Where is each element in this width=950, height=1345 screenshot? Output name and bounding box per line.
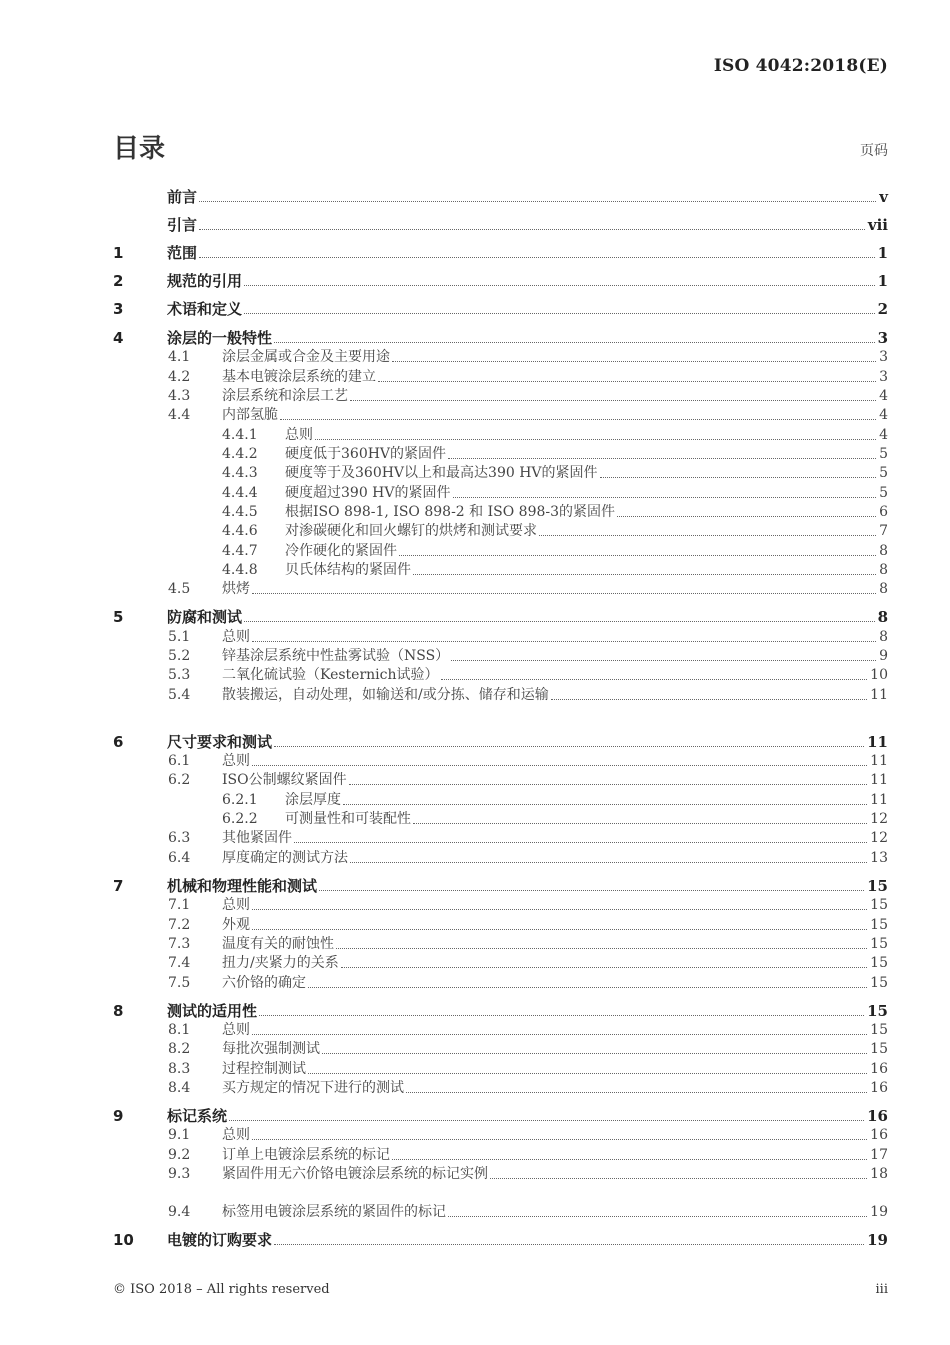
toc-entry[interactable] — [113, 298, 888, 318]
toc-entry-label: 涂层的一般特性 — [167, 329, 273, 347]
toc-entry-number: 9.4 — [168, 1204, 191, 1220]
dot-leader — [199, 257, 875, 258]
toc-entry-number: 5.4 — [168, 687, 191, 703]
toc-entry-number: 7.3 — [168, 936, 191, 952]
toc-entry-page: 15 — [870, 917, 888, 933]
toc-entry-page: 4 — [879, 407, 888, 423]
toc-entry-page: 4 — [879, 427, 888, 443]
toc-entry-page: 1 — [877, 244, 888, 262]
toc-entry-number: 5 — [113, 608, 124, 626]
toc-entry-number: 7.1 — [168, 897, 191, 913]
toc-entry-number: 4.2 — [168, 369, 191, 385]
toc-entry-label: 总则 — [222, 1127, 250, 1143]
toc-entry-page: 17 — [870, 1147, 888, 1163]
toc-entry-label: 内部氢脆 — [222, 407, 278, 423]
dot-leader — [336, 948, 867, 949]
toc-entry-label: 对渗碳硬化和回火螺钉的烘烤和测试要求 — [285, 523, 537, 539]
toc-entry-page: 13 — [870, 850, 888, 866]
toc-entry-number: 4.4 — [168, 407, 191, 423]
dot-leader — [308, 987, 867, 988]
toc-entry-page: 15 — [867, 877, 888, 895]
toc-entry-label: 涂层厚度 — [285, 792, 341, 808]
toc-entry-page: 8 — [879, 629, 888, 645]
dot-leader — [539, 535, 876, 536]
toc-entry[interactable] — [113, 626, 888, 646]
toc-entry-number: 6.4 — [168, 850, 191, 866]
toc-entry-page: 15 — [867, 1002, 888, 1020]
toc-entry-page: 5 — [879, 446, 888, 462]
toc-entry-page: 16 — [870, 1061, 888, 1077]
copyright-notice: © ISO 2018 – All rights reserved — [113, 1282, 330, 1297]
toc-entry[interactable] — [113, 1058, 888, 1078]
toc-entry-number: 8 — [113, 1002, 124, 1020]
toc-entry-page: 12 — [870, 811, 888, 827]
toc-entry[interactable] — [113, 1000, 888, 1020]
dot-leader — [392, 1159, 867, 1160]
toc-entry-page: 4 — [879, 388, 888, 404]
dot-leader — [252, 1034, 867, 1035]
toc-entry[interactable] — [113, 875, 888, 895]
toc-entry-label: 规范的引用 — [167, 272, 243, 290]
toc-entry[interactable] — [113, 366, 888, 386]
toc-entry[interactable] — [113, 847, 888, 867]
toc-entry-number: 6.2 — [168, 772, 191, 788]
toc-entry-label: 引言 — [167, 216, 198, 234]
toc-entry[interactable] — [113, 1229, 888, 1249]
dot-leader — [244, 621, 875, 622]
toc-title: 目录 — [113, 134, 166, 164]
toc-entry[interactable] — [113, 559, 888, 579]
toc-entry[interactable] — [113, 462, 888, 482]
toc-entry-label: 贝氏体结构的紧固件 — [285, 562, 411, 578]
toc-entry-label: 硬度超过390 HV的紧固件 — [285, 485, 451, 501]
toc-entry-page: 19 — [870, 1204, 888, 1220]
toc-entry[interactable] — [113, 443, 888, 463]
dot-leader — [441, 679, 868, 680]
toc-entry-page: 11 — [870, 772, 888, 788]
toc-entry-number: 4.4.6 — [222, 523, 258, 539]
dot-leader — [252, 1139, 867, 1140]
toc-entry-page: 8 — [877, 608, 888, 626]
toc-entry-number: 4.4.8 — [222, 562, 258, 578]
dot-leader — [252, 765, 867, 766]
toc-entry-label: 其他紧固件 — [222, 830, 292, 846]
toc-entry-number: 4.5 — [168, 581, 191, 597]
toc-entry-page: 15 — [870, 1022, 888, 1038]
toc-entry[interactable] — [113, 520, 888, 540]
toc-entry[interactable] — [113, 1019, 888, 1039]
toc-entry[interactable] — [113, 914, 888, 934]
toc-entry-page: 10 — [870, 667, 888, 683]
toc-entry[interactable] — [113, 952, 888, 972]
toc-entry[interactable] — [113, 1077, 888, 1097]
dot-leader — [399, 555, 876, 556]
toc-entry-number: 9.2 — [168, 1147, 191, 1163]
dot-leader — [350, 400, 876, 401]
toc-entry-page: 3 — [877, 329, 888, 347]
dot-leader — [274, 342, 875, 343]
toc-entry-number: 7.4 — [168, 955, 191, 971]
toc-entry-label: 涂层系统和涂层工艺 — [222, 388, 348, 404]
toc-entry[interactable] — [113, 808, 888, 828]
dot-leader — [280, 419, 876, 420]
toc-entry-number: 6.2.2 — [222, 811, 258, 827]
toc-entry[interactable] — [113, 1201, 888, 1221]
toc-entry-number: 8.4 — [168, 1080, 191, 1096]
toc-entry-label: 外观 — [222, 917, 250, 933]
dot-leader — [244, 285, 875, 286]
toc-entry-number: 7.2 — [168, 917, 191, 933]
toc-entry-number: 9.3 — [168, 1166, 191, 1182]
toc-entry[interactable] — [113, 750, 888, 770]
page-column-label: 页码 — [860, 143, 888, 159]
dot-leader — [259, 1015, 864, 1016]
toc-entry-number: 4.4.4 — [222, 485, 258, 501]
toc-entry-number: 7 — [113, 877, 124, 895]
toc-entry-label: 根据ISO 898-1, ISO 898-2 和 ISO 898-3的紧固件 — [285, 504, 616, 520]
toc-entry[interactable] — [113, 385, 888, 405]
dot-leader — [274, 746, 864, 747]
toc-entry-label: 锌基涂层系统中性盐雾试验（NSS） — [222, 648, 450, 664]
toc-entry-number: 4.4.7 — [222, 543, 258, 559]
toc-entry-label: 总则 — [222, 753, 250, 769]
toc-entry-label: 总则 — [222, 897, 250, 913]
dot-leader — [244, 313, 875, 314]
toc-entry-page: 8 — [879, 543, 888, 559]
dot-leader — [315, 439, 876, 440]
toc-entry-label: 扭力/夹紧力的关系 — [222, 955, 339, 971]
toc-entry-number: 4.1 — [168, 349, 191, 365]
toc-entry-page: 3 — [879, 349, 888, 365]
dot-leader — [252, 593, 876, 594]
toc-entry-label: 烘烤 — [222, 581, 250, 597]
toc-entry-number: 4.3 — [168, 388, 191, 404]
toc-entry-label: 术语和定义 — [167, 300, 243, 318]
toc-entry-page: 8 — [879, 581, 888, 597]
dot-leader — [413, 574, 876, 575]
toc-entry-number: 5.3 — [168, 667, 191, 683]
toc-entry-page: 11 — [867, 733, 888, 751]
toc-entry-page: 8 — [879, 562, 888, 578]
dot-leader — [252, 909, 867, 910]
toc-entry-label: 买方规定的情况下进行的测试 — [222, 1080, 404, 1096]
toc-entry-label: 涂层金属或合金及主要用途 — [222, 349, 390, 365]
dot-leader — [551, 699, 867, 700]
toc-entry-label: 标签用电镀涂层系统的紧固件的标记 — [222, 1204, 446, 1220]
toc-entry-number: 8.3 — [168, 1061, 191, 1077]
toc-entry[interactable] — [113, 404, 888, 424]
dot-leader — [451, 660, 876, 661]
dot-leader — [199, 229, 865, 230]
toc-entry-page: 16 — [867, 1107, 888, 1125]
toc-entry-number: 5.2 — [168, 648, 191, 664]
toc-entry[interactable] — [113, 1124, 888, 1144]
dot-leader — [350, 862, 867, 863]
toc-entry[interactable] — [113, 664, 888, 684]
dot-leader — [199, 201, 876, 202]
toc-entry-page: vii — [867, 216, 888, 234]
toc-entry-page: 6 — [879, 504, 888, 520]
footer-page-number: iii — [875, 1282, 888, 1297]
dot-leader — [600, 477, 877, 478]
toc-entry[interactable] — [113, 894, 888, 914]
toc-entry-label: 可测量性和可装配性 — [285, 811, 411, 827]
toc-entry-label: 二氧化硫试验（Kesternich试验） — [222, 667, 439, 683]
toc-entry-label: 前言 — [167, 188, 198, 206]
toc-entry-label: 尺寸要求和测试 — [167, 733, 273, 751]
toc-entry-page: 16 — [870, 1127, 888, 1143]
dot-leader — [448, 1216, 867, 1217]
toc-entry-page: 15 — [870, 936, 888, 952]
toc-entry-label: 过程控制测试 — [222, 1061, 306, 1077]
toc-entry-label: 每批次强制测试 — [222, 1041, 320, 1057]
toc-entry-label: 订单上电镀涂层系统的标记 — [222, 1147, 390, 1163]
toc-entry-label: 温度有关的耐蚀性 — [222, 936, 334, 952]
toc-entry-label: 标记系统 — [167, 1107, 228, 1125]
toc-entry-number: 4 — [113, 329, 124, 347]
dot-leader — [319, 890, 864, 891]
toc-entry-number: 9 — [113, 1107, 124, 1125]
toc-entry-page: 3 — [879, 369, 888, 385]
toc-entry[interactable] — [113, 933, 888, 953]
toc-entry-page: 12 — [870, 830, 888, 846]
dot-leader — [378, 381, 876, 382]
toc-entry[interactable] — [113, 482, 888, 502]
toc-entry-number: 4.4.3 — [222, 465, 258, 481]
toc-entry-number: 6.3 — [168, 830, 191, 846]
toc-entry-label: 硬度低于360HV的紧固件 — [285, 446, 447, 462]
toc-entry-page: 5 — [879, 485, 888, 501]
toc-entry-page: 15 — [870, 955, 888, 971]
toc-entry-label: 防腐和测试 — [167, 608, 243, 626]
toc-entry[interactable] — [113, 346, 888, 366]
dot-leader — [453, 497, 877, 498]
dot-leader — [406, 1092, 867, 1093]
toc-entry-page: 2 — [877, 300, 888, 318]
toc-entry[interactable] — [113, 827, 888, 847]
toc-entry[interactable] — [113, 327, 888, 347]
toc-entry-number: 1 — [113, 244, 124, 262]
toc-entry-label: 总则 — [222, 1022, 250, 1038]
toc-entry-page: 1 — [877, 272, 888, 290]
toc-entry-page: 5 — [879, 465, 888, 481]
toc-entry-label: 机械和物理性能和测试 — [167, 877, 318, 895]
dot-leader — [413, 823, 867, 824]
dot-leader — [252, 641, 876, 642]
toc-entry-page: 15 — [870, 975, 888, 991]
toc-entry-page: 15 — [870, 1041, 888, 1057]
toc-entry[interactable] — [113, 731, 888, 751]
toc-entry[interactable] — [113, 769, 888, 789]
toc-entry[interactable] — [113, 578, 888, 598]
toc-entry-number: 8.1 — [168, 1022, 191, 1038]
toc-entry-page: 11 — [870, 753, 888, 769]
dot-leader — [490, 1178, 867, 1179]
toc-entry[interactable] — [113, 242, 888, 262]
toc-entry-label: 散装搬运，自动处理，如输送和/或分拣、储存和运输 — [222, 687, 549, 703]
dot-leader — [341, 967, 867, 968]
dot-leader — [343, 804, 867, 805]
toc-entry-label: ISO公制螺纹紧固件 — [222, 772, 347, 788]
toc-entry[interactable] — [113, 1144, 888, 1164]
dot-leader — [617, 516, 876, 517]
toc-entry-label: 测试的适用性 — [167, 1002, 258, 1020]
dot-leader — [448, 458, 876, 459]
dot-leader — [252, 929, 867, 930]
toc-entry-number: 10 — [113, 1231, 134, 1249]
toc-entry[interactable] — [113, 501, 888, 521]
toc-entry-label: 范围 — [167, 244, 198, 262]
toc-entry-label: 基本电镀涂层系统的建立 — [222, 369, 376, 385]
toc-entry-page: 9 — [879, 648, 888, 664]
dot-leader — [392, 361, 876, 362]
toc-entry-page: 7 — [879, 523, 888, 539]
toc-entry-label: 硬度等于及360HV以上和最高达390 HV的紧固件 — [285, 465, 598, 481]
toc-entry-number: 4.4.2 — [222, 446, 258, 462]
toc-entry[interactable] — [113, 789, 888, 809]
toc-entry-page: 19 — [867, 1231, 888, 1249]
toc-entry[interactable] — [113, 214, 888, 234]
toc-entry-label: 紧固件用无六价铬电镀涂层系统的标记实例 — [222, 1166, 488, 1182]
toc-entry[interactable] — [113, 645, 888, 665]
toc-entry-page: 15 — [870, 897, 888, 913]
toc-entry-number: 3 — [113, 300, 124, 318]
toc-entry[interactable] — [113, 1038, 888, 1058]
toc-entry[interactable] — [113, 684, 888, 704]
toc-entry[interactable] — [113, 1105, 888, 1125]
toc-entry-number: 8.2 — [168, 1041, 191, 1057]
toc-entry-number: 7.5 — [168, 975, 191, 991]
toc-entry-label: 电镀的订购要求 — [167, 1231, 273, 1249]
toc-entry-label: 总则 — [285, 427, 313, 443]
toc-entry-label: 六价铬的确定 — [222, 975, 306, 991]
toc-entry-number: 6 — [113, 733, 124, 751]
toc-entry[interactable] — [113, 270, 888, 290]
dot-leader — [349, 784, 868, 785]
dot-leader — [322, 1053, 867, 1054]
toc-entry-label: 总则 — [222, 629, 250, 645]
toc-entry-number: 4.4.1 — [222, 427, 258, 443]
dot-leader — [294, 842, 867, 843]
toc-entry-number: 6.2.1 — [222, 792, 258, 808]
toc-entry-label: 冷作硬化的紧固件 — [285, 543, 397, 559]
toc-entry-number: 5.1 — [168, 629, 191, 645]
toc-entry-label: 厚度确定的测试方法 — [222, 850, 348, 866]
toc-entry[interactable] — [113, 540, 888, 560]
dot-leader — [229, 1120, 864, 1121]
toc-entry[interactable] — [113, 606, 888, 626]
toc-entry-page: 18 — [870, 1166, 888, 1182]
toc-entry-number: 6.1 — [168, 753, 191, 769]
toc-entry-number: 2 — [113, 272, 124, 290]
document-code: ISO 4042:2018(E) — [713, 56, 888, 76]
dot-leader — [308, 1073, 867, 1074]
toc-entry[interactable] — [113, 972, 888, 992]
toc-entry[interactable] — [113, 186, 888, 206]
toc-entry-page: 11 — [870, 792, 888, 808]
toc-entry-number: 4.4.5 — [222, 504, 258, 520]
toc-entry-page: v — [879, 188, 888, 206]
toc-entry[interactable] — [113, 1163, 888, 1183]
dot-leader — [274, 1244, 864, 1245]
toc-entry-number: 9.1 — [168, 1127, 191, 1143]
toc-entry[interactable] — [113, 424, 888, 444]
toc-entry-page: 16 — [870, 1080, 888, 1096]
toc-entry-page: 11 — [870, 687, 888, 703]
